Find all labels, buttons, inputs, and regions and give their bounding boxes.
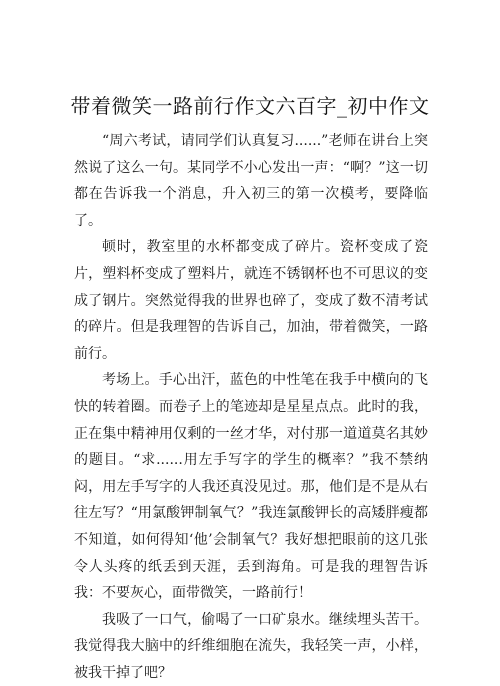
- article-body: [74, 128, 428, 686]
- article-paragraph: 我吸了一口气，偷喝了一口矿泉水。继续埋头苦干。我觉得我大脑中的纤维细胞在流失，我轻笑一声，小样，被我干掉了吧？: [74, 611, 428, 681]
- article-title: 带着微笑一路前行作文六百字_初中作文: [70, 94, 430, 118]
- article-paragraph: “周六考试，请同学们认真复习......”老师在讲台上突然说了这么一句。某同学不小心发出一声：“啊？”这一切都在告诉我一个消息，升入初三的第一次模考，要降临了。: [74, 133, 428, 229]
- article-paragraph: 顿时，教室里的水杯都变成了碎片。瓷杯变成了瓷片，塑料杯变成了塑料片，就连不锈钢杯也不可思议的变成了钢片。突然觉得我的世界也碎了，变成了数不清考试的碎片。但是我理智的告诉自己，加油，带着微笑，一路前行。: [74, 239, 428, 362]
- article-paragraph: 考场上。手心出汗，蓝色的中性笔在我手中横向的飞快的转着圈。而卷子上的笔迹却是星星点点。此时的我，正在集中精神用仅剩的一丝才华，对付那一道道莫名其妙的题目。“求......用左手写字的学生的概率？”我不禁纳闷，用左手写字的人我还真没见过。那，他们是不是从右往左写？“用氯酸钾制氧气？”我连氯酸钾长的高矮胖瘦都不知道，如何得知‘他’会制氧气？我好想把眼前的这几张令人头疼的纸丢到天涯，丢到海角。可是我的理智告诉我：不要灰心，面带微笑，一路前行！: [74, 372, 428, 602]
